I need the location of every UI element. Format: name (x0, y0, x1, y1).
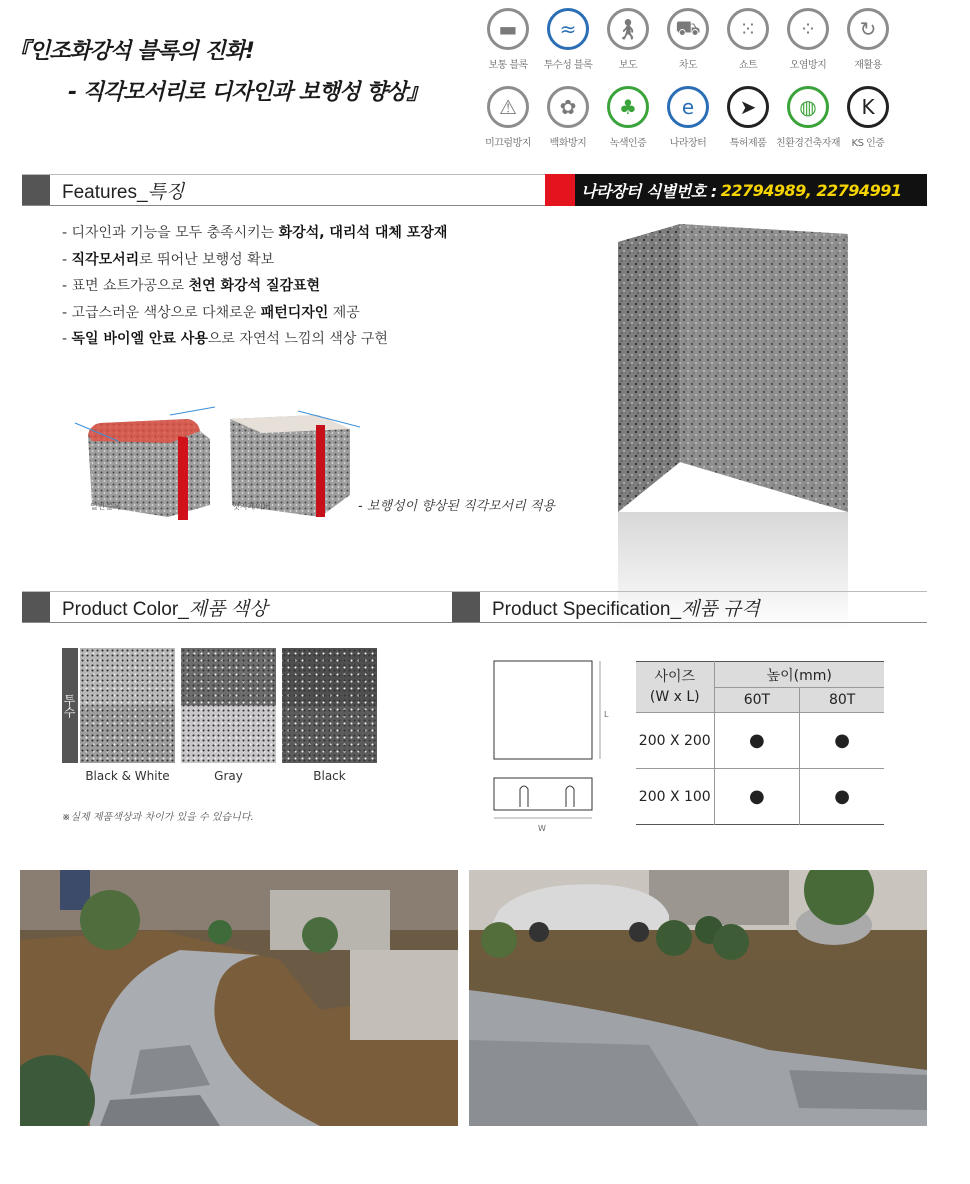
row-80t-mark: ● (834, 786, 850, 807)
row-80t-mark: ● (800, 713, 884, 769)
feature-item (62, 326, 447, 353)
icon-cell (598, 84, 658, 156)
swatch-texture (181, 648, 276, 763)
side-tag-permeable: 투수 (62, 693, 76, 718)
product-color-title: Product Color_제품 색상 (62, 598, 268, 620)
recycle-icon: ↻ (847, 8, 889, 50)
headline-line-2: - 직각모서리로 디자인과 보행성 향상』 (68, 80, 428, 105)
section-marker (452, 592, 480, 622)
id-red-marker (545, 174, 575, 206)
feature-item-bold: 독일 바이엘 안료 사용 (71, 331, 208, 347)
size-header: 사이즈 (W x L) (636, 662, 714, 713)
icon-label: 백화방지 (549, 138, 587, 149)
color-label: Black (313, 769, 346, 783)
features-section-bar (22, 174, 545, 206)
product-spec-section-bar (452, 591, 927, 623)
ks-cert-icon: K (847, 86, 889, 128)
procurement-id-box (545, 174, 927, 206)
feature-item (62, 300, 447, 327)
color-swatch (181, 648, 276, 783)
icon-label: 친환경건축자재 (775, 138, 841, 149)
feature-item-bold: 패턴디자인 (260, 304, 329, 321)
icon-label: 미끄럼방지 (485, 138, 531, 149)
procurement-id (575, 174, 927, 206)
dimension-drawing (488, 655, 618, 835)
feature-item-bold: 화강석, 대리석 대체 포장재 (278, 225, 448, 241)
swatch-texture (282, 648, 377, 763)
feature-item-pre: - (62, 331, 72, 347)
feature-item-pre: - (62, 251, 72, 268)
nara-market-icon: e (667, 86, 709, 128)
color-label: Black & White (85, 769, 170, 783)
features-title: Features_특징 (62, 181, 185, 203)
side-tag-standard: 보통 (45, 693, 59, 718)
icon-label: 보도 (618, 60, 638, 71)
icon-cell (658, 6, 718, 78)
patent-icon: ➤ (727, 86, 769, 128)
icon-cell (778, 6, 838, 78)
section-marker (22, 592, 50, 622)
edge-caption: - 보행성이 향상된 직각모서리 적용 (358, 499, 556, 514)
green-cert-icon: ♣ (607, 86, 649, 128)
color-swatch (282, 648, 377, 783)
roadway-icon: ⛟ (667, 8, 709, 50)
granite-block-image (618, 222, 848, 512)
anti-efflorescence-icon: ✿ (547, 86, 589, 128)
icon-cell (718, 84, 778, 156)
col-80t: 80T (800, 688, 884, 713)
feature-item-pre: - 디자인과 기능을 모두 충족시키는 (62, 225, 279, 241)
procurement-id-value: 22794989, 22794991 (720, 180, 902, 200)
icon-cell (478, 84, 538, 156)
product-color-section-bar (22, 591, 452, 623)
section-marker (22, 175, 50, 205)
color-swatches (80, 648, 377, 783)
color-note: ※실제 제품색상과 차이가 있을 수 있습니다. (62, 812, 254, 823)
feature-item-pre: - 표면 쇼트가공으로 (62, 278, 189, 294)
headline (8, 34, 428, 106)
feature-item-post: 으로 자연석 느낌의 색상 구현 (207, 331, 388, 347)
feature-item-post: 로 뛰어난 보행성 확보 (139, 251, 275, 268)
dimension-w: W (538, 824, 546, 833)
icon-cell (838, 6, 898, 78)
icon-label: 녹색인증 (609, 138, 647, 149)
table-row (636, 713, 884, 769)
anti-pollution-icon: ⁘ (787, 8, 829, 50)
row-60t-mark: ● (714, 713, 800, 769)
feature-item (62, 273, 447, 300)
block-label-regular: 일반블록 (90, 502, 121, 511)
color-label: Gray (214, 769, 243, 783)
installation-photo-right (469, 870, 927, 1126)
col-60t: 60T (714, 688, 800, 713)
icon-label: 나라장터 (669, 138, 707, 149)
permeable-block-icon: ≈ (547, 8, 589, 50)
icon-label: 오염방지 (789, 60, 827, 71)
feature-item-bold: 직각모서리 (71, 251, 140, 268)
block-comparison-image (70, 405, 360, 520)
height-header: 높이(mm) (714, 662, 884, 688)
row-60t-mark: ● (714, 769, 800, 825)
icon-cell (838, 84, 898, 156)
icon-cell (538, 84, 598, 156)
icon-cell (775, 84, 841, 156)
certification-icons (478, 6, 918, 156)
eco-building-icon: ◍ (787, 86, 829, 128)
spec-table (636, 661, 884, 825)
standard-block-icon: ▬ (487, 8, 529, 50)
table-row (636, 769, 884, 825)
row-size: 200 X 100 (636, 769, 714, 825)
color-swatch (80, 648, 175, 783)
dimension-l: L (604, 710, 609, 719)
product-spec-title: Product Specification_제품 규격 (492, 598, 760, 620)
icon-cell (478, 6, 538, 78)
icon-cell (538, 6, 598, 78)
features-list (62, 220, 447, 353)
feature-item-pre: - 고급스러운 색상으로 다채로운 (62, 304, 261, 321)
icon-label: 투수성 블록 (543, 60, 593, 71)
shot-icon: ⁙ (727, 8, 769, 50)
icon-cell (718, 6, 778, 78)
feature-item-post: 제공 (328, 304, 360, 321)
anti-slip-icon: ⚠ (487, 86, 529, 128)
sidewalk-icon: 🚶︎ (607, 8, 649, 50)
icon-label: 차도 (678, 60, 698, 71)
icon-label: 보통 블록 (488, 60, 528, 71)
feature-item (62, 220, 447, 247)
headline-line-1: 『인조화강석 블록의 진화! (8, 39, 254, 64)
icon-cell (598, 6, 658, 78)
icon-label: 쇼트 (738, 60, 758, 71)
feature-item-bold: 천연 화강석 질감표현 (188, 278, 321, 294)
swatch-texture (80, 648, 175, 763)
procurement-id-label: 나라장터 식별번호 : (581, 181, 717, 201)
installation-photo-left (20, 870, 458, 1126)
block-label-edge-paver: 앳지페이버 (232, 502, 271, 511)
icon-label: 특허제품 (729, 138, 767, 149)
icon-cell (658, 84, 718, 156)
icon-label: 재활용 (854, 60, 882, 71)
swatch-side-tag (45, 648, 78, 763)
feature-item (62, 247, 447, 274)
icon-label: KS 인증 (851, 138, 885, 149)
row-size: 200 X 200 (636, 713, 714, 769)
